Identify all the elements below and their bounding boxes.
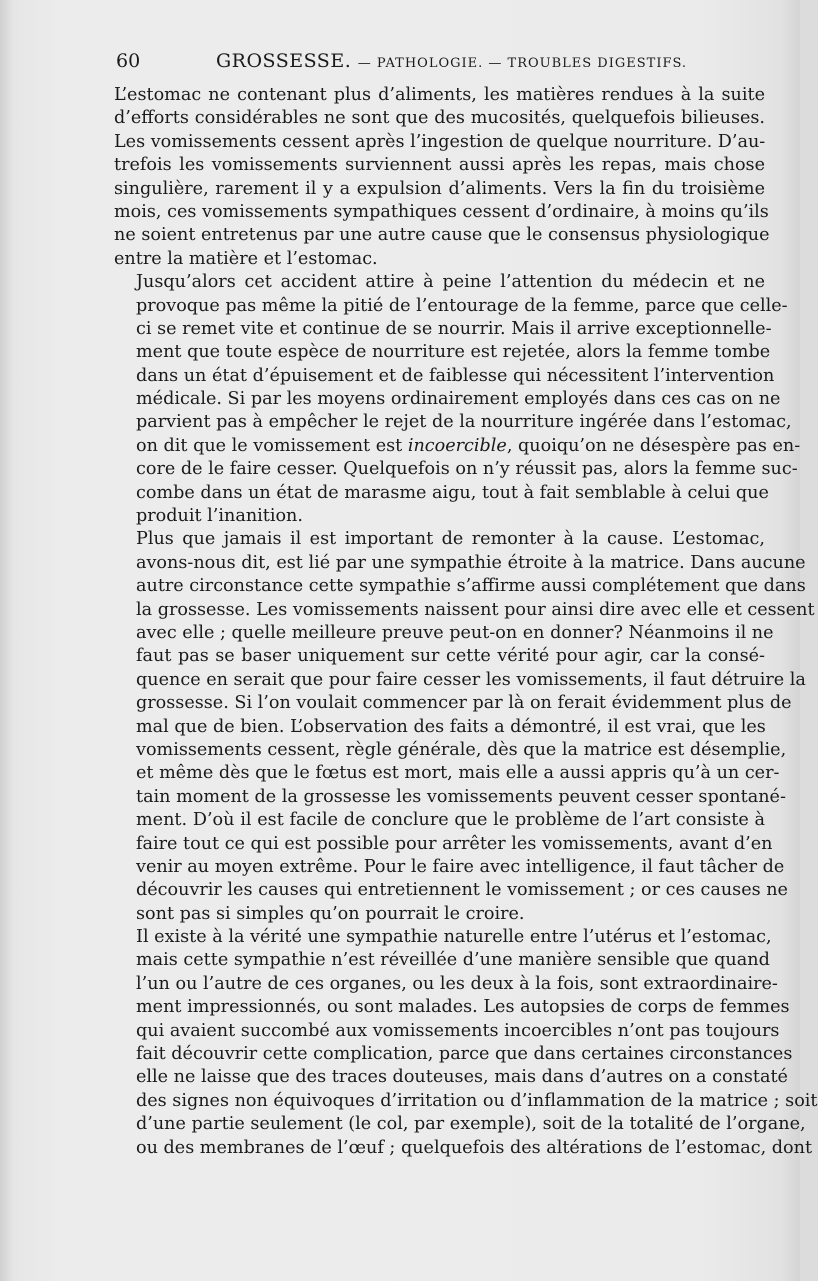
text-line: provoque pas même la pitié de l’entourage de la femme, parce que celle- [136,295,788,316]
text-line: singulière, rarement il y a expulsion d’aliments. Vers la fin du troisième [114,178,765,199]
running-title-rest: — PATHOLOGIE. — TROUBLES DIGESTIFS. [357,56,688,71]
text-line: mal que de bien. L’observation des faits a démontré, il est vrai, que les [136,716,766,737]
text-line: sont pas si simples qu’on pourrait le croire. [136,903,525,924]
text-line: Plus que jamais il est important de remonter à la cause. L’estomac, [136,529,765,550]
text-line: fait découvrir cette complication, parce que dans certaines circonstances [136,1044,793,1065]
text-line: Jusqu’alors cet accident attire à peine l’attention du médecin et ne [136,272,765,293]
text-line: tain moment de la grossesse les vomissements peuvent cesser spontané- [136,786,786,807]
text-line: L’estomac ne contenant plus d’aliments, les matières rendues à la suite [114,85,765,105]
text-line: venir au moyen extrême. Pour le faire avec intelligence, il faut tâcher de [136,856,785,877]
paragraph [114,926,818,1160]
text-line: mais cette sympathie n’est réveillée d’une manière sensible que quand [136,950,770,971]
text-line: parvient pas à empêcher le rejet de la nourriture ingérée dans l’estomac, [136,412,792,433]
text-line: trefois les vomissements surviennent aussi après les repas, mais chose [114,155,765,176]
text-line: Il existe à la vérité une sympathie naturelle entre l’utérus et l’estomac, [136,927,772,948]
running-head [116,48,764,74]
text-line: on dit que le vomissement est incoercible, quoiqu’on ne désespère pas en- [136,435,801,456]
text-line: quence en serait que pour faire cesser les vomissements, il faut détruire la [136,669,806,690]
text-line: produit l’inanition. [136,506,303,527]
text-line: Les vomissements cessent après l’ingestion de quelque nourriture. D’au- [114,131,766,152]
text-line: combe dans un état de marasme aigu, tout à fait semblable à celui que [136,482,769,503]
text-line: découvrir les causes qui entretiennent le vomissement ; or ces causes ne [136,880,788,901]
text-line: mois, ces vomissements sympathiques cessent d’ordinaire, à moins qu’ils [114,201,769,222]
text-line: avons-nous dit, est lié par une sympathie étroite à la matrice. Dans aucune [136,552,806,573]
text-line: médicale. Si par les moyens ordinairement employés dans ces cas on ne [136,389,781,410]
text-line: vomissements cessent, règle générale, dès que la matrice est désemplie, [136,739,787,760]
body-text [114,84,818,1160]
text-line: ne soient entretenus par une autre cause que le consensus physiologique [114,225,770,246]
text-line: faut pas se baser uniquement sur cette vérité pour agir, car la consé- [136,646,765,667]
text-line: elle ne laisse que des traces douteuses, mais dans d’autres on a constaté [136,1067,788,1088]
text-line: ci se remet vite et continue de se nourrir. Mais il arrive exceptionnelle- [136,318,772,339]
running-title [216,48,687,77]
text-line: grossesse. Si l’on voulait commencer par là on ferait évidemment plus de [136,693,792,714]
text-line: des signes non équivoques d’irritation ou d’inflammation de la matrice ; soit [136,1090,818,1111]
text-line: l’un ou l’autre de ces organes, ou les deux à la fois, sont extraordinaire- [136,973,778,994]
text-line: avec elle ; quelle meilleure preuve peut-on en donner? Néanmoins il ne [136,622,774,643]
text-line: ment impressionnés, ou sont malades. Les autopsies de corps de femmes [136,997,790,1018]
text-line: qui avaient succombé aux vomissements incoercibles n’ont pas toujours [136,1020,780,1041]
paragraph [114,528,815,926]
text-line: ou des membranes de l’œuf ; quelquefois des altérations de l’estomac, dont [136,1137,813,1158]
page-number: 60 [116,50,141,72]
paragraph [114,84,770,271]
paragraph [114,271,801,528]
text-line: et même dès que le fœtus est mort, mais elle a aussi appris qu’à un cer- [136,763,780,784]
text-line: la grossesse. Les vomissements naissent pour ainsi dire avec elle et cessent [136,599,815,620]
text-line: entre la matière et l’estomac. [114,248,378,269]
text-line: faire tout ce qui est possible pour arrêter les vomissements, avant d’en [136,833,773,854]
text-line: core de le faire cesser. Quelquefois on n’y réussit pas, alors la femme suc- [136,459,798,480]
running-title-main: GROSSESSE. [216,50,352,72]
text-line: ment. D’où il est facile de conclure que le problème de l’art consiste à [136,810,765,831]
text-line: ment que toute espèce de nourriture est rejetée, alors la femme tombe [136,342,771,363]
text-line: autre circonstance cette sympathie s’affirme aussi complétement que dans [136,576,806,597]
text-line: dans un état d’épuisement et de faiblesse qui nécessitent l’intervention [136,365,775,386]
text-line: d’efforts considérables ne sont que des mucosités, quelquefois bilieuses. [114,108,765,129]
text-line: d’une partie seulement (le col, par exemple), soit de la totalité de l’organe, [136,1114,806,1135]
